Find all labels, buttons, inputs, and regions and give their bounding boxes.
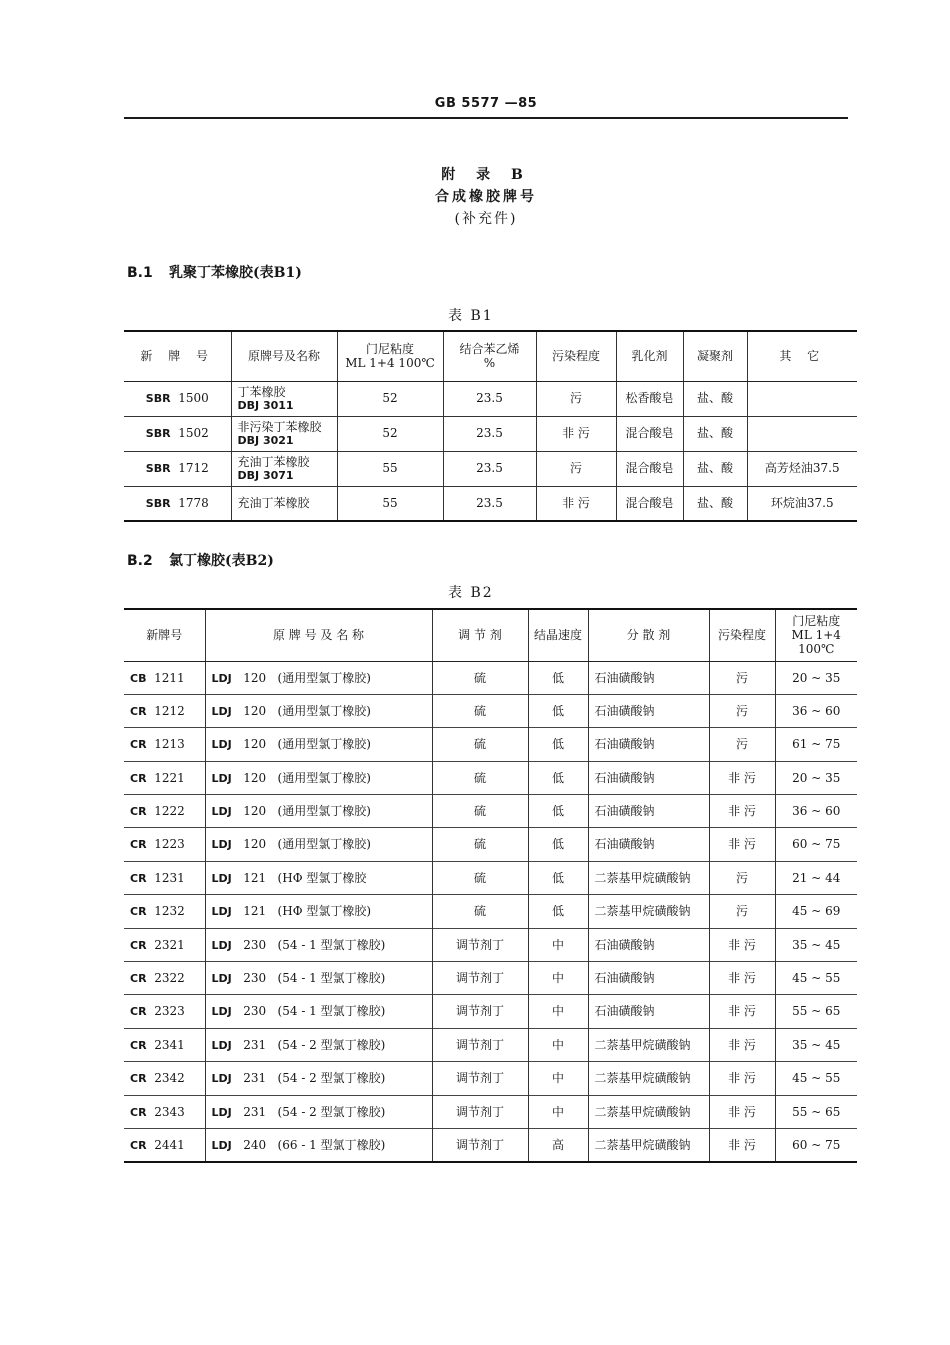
original-name: (54 - 1 型氯丁橡胶) <box>277 1004 386 1019</box>
table-row <box>124 861 857 894</box>
header-original-grade: 原牌号及名称 <box>231 331 337 381</box>
table-b1 <box>124 330 857 522</box>
new-grade-cell <box>124 1095 205 1128</box>
original-code: LDJ <box>211 704 232 718</box>
grade-number: 1213 <box>154 737 185 752</box>
grade-number: 1231 <box>154 870 185 885</box>
original-code: LDJ <box>211 905 232 919</box>
crystallization-cell: 中 <box>528 1028 588 1061</box>
pollution-cell: 污 <box>709 728 775 761</box>
original-number: 240 <box>243 1137 267 1152</box>
new-grade-cell <box>124 828 205 861</box>
grade-code: SBR <box>145 462 171 476</box>
original-name: (HΦ 型氯丁橡胶) <box>277 904 372 919</box>
grade-number: 1223 <box>154 837 185 852</box>
table-row <box>124 486 857 521</box>
dispersant-cell: 石油磺酸钠 <box>588 728 709 761</box>
original-number: 120 <box>243 737 267 752</box>
mooney-cell: 60 ~ 75 <box>775 1128 857 1161</box>
grade-code: CR <box>130 1138 147 1152</box>
grade-code: CR <box>130 938 147 952</box>
dispersant-cell: 二萘基甲烷磺酸钠 <box>588 861 709 894</box>
original-code: LDJ <box>211 738 232 752</box>
new-grade-cell <box>124 795 205 828</box>
mooney-cell: 36 ~ 60 <box>775 795 857 828</box>
mooney-cell: 36 ~ 60 <box>775 694 857 727</box>
header-dispersant: 分 散 剂 <box>588 609 709 661</box>
new-grade-cell <box>124 486 231 521</box>
coagulant-cell: 盐、酸 <box>683 486 747 521</box>
new-grade-cell <box>124 451 231 486</box>
mooney-cell: 55 ~ 65 <box>775 995 857 1028</box>
original-name: (通用型氯丁橡胶) <box>277 804 371 819</box>
original-grade-cell <box>205 928 432 961</box>
header-mooney-unit: ML 1+4 100℃ <box>345 356 435 371</box>
original-name: (通用型氯丁橡胶) <box>277 703 371 718</box>
document-header: GB 5577 —85 <box>434 96 538 111</box>
styrene-cell: 23.5 <box>443 381 536 416</box>
grade-number: 2341 <box>154 1037 185 1052</box>
new-grade-cell <box>124 1028 205 1061</box>
header-emulsifier: 乳化剂 <box>616 331 683 381</box>
original-grade-cell <box>205 1028 432 1061</box>
mooney-cell: 35 ~ 45 <box>775 928 857 961</box>
original-code: LDJ <box>211 805 232 819</box>
header-coagulant: 凝聚剂 <box>683 331 747 381</box>
grade-number: 1221 <box>154 770 185 785</box>
grade-code: CR <box>130 871 147 885</box>
grade-code: CR <box>130 738 147 752</box>
original-code: LDJ <box>211 1038 232 1052</box>
section-number: B.1 <box>127 265 153 281</box>
new-grade-cell <box>124 416 231 451</box>
other-cell: 环烷油37.5 <box>747 486 857 521</box>
mooney-cell: 60 ~ 75 <box>775 828 857 861</box>
mooney-cell: 55 ~ 65 <box>775 1095 857 1128</box>
regulator-cell: 硫 <box>432 728 528 761</box>
pollution-cell: 污 <box>536 451 616 486</box>
crystallization-cell: 低 <box>528 661 588 694</box>
original-code: DBJ 3071 <box>237 469 294 483</box>
coagulant-cell: 盐、酸 <box>683 451 747 486</box>
header-mooney-label: 门尼粘度 <box>365 341 414 356</box>
table-row <box>124 1128 857 1161</box>
crystallization-cell: 高 <box>528 1128 588 1161</box>
original-code: LDJ <box>211 972 232 986</box>
header-styrene-unit: % <box>483 356 496 371</box>
pollution-cell: 污 <box>709 661 775 694</box>
pollution-cell: 非 污 <box>709 761 775 794</box>
original-code: LDJ <box>211 671 232 685</box>
original-grade-cell <box>205 795 432 828</box>
header-regulator: 调 节 剂 <box>432 609 528 661</box>
table-row <box>124 1028 857 1061</box>
grade-number: 1778 <box>178 496 209 511</box>
grade-number: 1232 <box>154 904 185 919</box>
mooney-cell: 52 <box>337 381 443 416</box>
pollution-cell: 非 污 <box>709 995 775 1028</box>
grade-number: 1212 <box>154 703 185 718</box>
styrene-cell: 23.5 <box>443 486 536 521</box>
crystallization-cell: 中 <box>528 995 588 1028</box>
original-number: 230 <box>243 937 267 952</box>
original-name: 充油丁苯橡胶 <box>237 496 310 511</box>
table-row <box>124 1062 857 1095</box>
appendix-title: 附 录 B <box>441 167 531 183</box>
new-grade-cell <box>124 728 205 761</box>
table-row <box>124 694 857 727</box>
original-name: (54 - 2 型氯丁橡胶) <box>277 1037 386 1052</box>
original-grade-cell <box>205 1095 432 1128</box>
original-name: (通用型氯丁橡胶) <box>277 770 371 785</box>
pollution-cell: 非 污 <box>536 486 616 521</box>
new-grade-cell <box>124 962 205 995</box>
coagulant-cell: 盐、酸 <box>683 381 747 416</box>
mooney-cell: 55 <box>337 451 443 486</box>
grade-number: 2342 <box>154 1071 185 1086</box>
dispersant-cell: 石油磺酸钠 <box>588 995 709 1028</box>
pollution-cell: 污 <box>536 381 616 416</box>
original-code: LDJ <box>211 1138 232 1152</box>
crystallization-cell: 中 <box>528 1062 588 1095</box>
table-row <box>124 661 857 694</box>
table-row <box>124 895 857 928</box>
table-b2-caption: 表 B2 <box>448 585 494 601</box>
grade-code: CR <box>130 838 147 852</box>
new-grade-cell <box>124 895 205 928</box>
new-grade-cell <box>124 694 205 727</box>
crystallization-cell: 低 <box>528 761 588 794</box>
pollution-cell: 非 污 <box>709 962 775 995</box>
original-name: (54 - 1 型氯丁橡胶) <box>277 971 386 986</box>
regulator-cell: 调节剂丁 <box>432 1095 528 1128</box>
dispersant-cell: 石油磺酸钠 <box>588 694 709 727</box>
mooney-cell: 45 ~ 55 <box>775 962 857 995</box>
original-code: LDJ <box>211 938 232 952</box>
original-grade-cell <box>231 416 337 451</box>
regulator-cell: 调节剂丁 <box>432 1128 528 1161</box>
section-b1-heading <box>127 262 302 282</box>
grade-code: CR <box>130 972 147 986</box>
regulator-cell: 调节剂丁 <box>432 1028 528 1061</box>
new-grade-cell <box>124 1062 205 1095</box>
grade-code: CR <box>130 1072 147 1086</box>
dispersant-cell: 石油磺酸钠 <box>588 928 709 961</box>
table-b1-caption: 表 B1 <box>448 308 494 324</box>
emulsifier-cell: 混合酸皂 <box>616 451 683 486</box>
original-code: LDJ <box>211 1105 232 1119</box>
grade-number: 2441 <box>154 1137 185 1152</box>
table-row <box>124 928 857 961</box>
pollution-cell: 污 <box>709 694 775 727</box>
new-grade-cell <box>124 995 205 1028</box>
mooney-cell: 61 ~ 75 <box>775 728 857 761</box>
original-number: 121 <box>243 870 267 885</box>
header-styrene <box>443 331 536 381</box>
original-name: (66 - 1 型氯丁橡胶) <box>277 1137 386 1152</box>
table-row <box>124 381 857 416</box>
pollution-cell: 非 污 <box>709 1028 775 1061</box>
original-name: 丁苯橡胶 <box>237 384 286 399</box>
mooney-cell: 45 ~ 55 <box>775 1062 857 1095</box>
header-styrene-label: 结合苯乙烯 <box>459 341 520 356</box>
original-grade-cell <box>231 451 337 486</box>
original-number: 120 <box>243 670 267 685</box>
grade-number: 1502 <box>178 426 209 441</box>
grade-code: CR <box>130 805 147 819</box>
table-row <box>124 995 857 1028</box>
appendix-note: (补充件) <box>454 211 518 227</box>
header-rule <box>124 117 848 119</box>
table-row <box>124 451 857 486</box>
original-grade-cell <box>205 861 432 894</box>
original-grade-cell <box>205 995 432 1028</box>
grade-number: 2321 <box>154 937 185 952</box>
new-grade-cell <box>124 661 205 694</box>
original-number: 230 <box>243 971 267 986</box>
original-grade-cell <box>205 1062 432 1095</box>
crystallization-cell: 中 <box>528 962 588 995</box>
original-grade-cell <box>205 728 432 761</box>
coagulant-cell: 盐、酸 <box>683 416 747 451</box>
new-grade-cell <box>124 861 205 894</box>
header-original-grade: 原 牌 号 及 名 称 <box>205 609 432 661</box>
grade-code: SBR <box>145 392 171 406</box>
header-pollution: 污染程度 <box>709 609 775 661</box>
pollution-cell: 污 <box>709 895 775 928</box>
grade-number: 1222 <box>154 804 185 819</box>
original-grade-cell <box>231 486 337 521</box>
appendix-subtitle: 合成橡胶牌号 <box>435 189 537 205</box>
regulator-cell: 硫 <box>432 661 528 694</box>
grade-number: 1500 <box>178 391 209 406</box>
original-name: 非污染丁苯橡胶 <box>237 419 322 434</box>
grade-code: CR <box>130 1038 147 1052</box>
pollution-cell: 非 污 <box>709 1095 775 1128</box>
other-cell: 高芳烃油37.5 <box>747 451 857 486</box>
grade-number: 2322 <box>154 971 185 986</box>
regulator-cell: 调节剂丁 <box>432 1062 528 1095</box>
dispersant-cell: 二萘基甲烷磺酸钠 <box>588 1095 709 1128</box>
pollution-cell: 非 污 <box>709 1128 775 1161</box>
regulator-cell: 硫 <box>432 895 528 928</box>
table-b2 <box>124 608 857 1163</box>
grade-number: 1211 <box>154 670 185 685</box>
dispersant-cell: 石油磺酸钠 <box>588 795 709 828</box>
dispersant-cell: 石油磺酸钠 <box>588 661 709 694</box>
original-grade-cell <box>205 661 432 694</box>
section-title: 乳聚丁苯橡胶(表B1) <box>169 265 302 281</box>
dispersant-cell: 二萘基甲烷磺酸钠 <box>588 1028 709 1061</box>
section-number: B.2 <box>127 553 153 569</box>
original-name: (通用型氯丁橡胶) <box>277 737 371 752</box>
section-b2-heading <box>127 550 274 570</box>
table-row <box>124 962 857 995</box>
dispersant-cell: 石油磺酸钠 <box>588 962 709 995</box>
original-code: DBJ 3011 <box>237 399 294 413</box>
dispersant-cell: 二萘基甲烷磺酸钠 <box>588 895 709 928</box>
original-grade-cell <box>205 895 432 928</box>
mooney-cell: 52 <box>337 416 443 451</box>
dispersant-cell: 石油磺酸钠 <box>588 828 709 861</box>
original-name: (HΦ 型氯丁橡胶 <box>277 870 367 885</box>
header-new-grade: 新 牌 号 <box>124 331 231 381</box>
regulator-cell: 调节剂丁 <box>432 962 528 995</box>
mooney-cell: 20 ~ 35 <box>775 761 857 794</box>
mooney-cell: 20 ~ 35 <box>775 661 857 694</box>
emulsifier-cell: 松香酸皂 <box>616 381 683 416</box>
original-grade-cell <box>205 962 432 995</box>
new-grade-cell <box>124 381 231 416</box>
dispersant-cell: 二萘基甲烷磺酸钠 <box>588 1128 709 1161</box>
grade-number: 2323 <box>154 1004 185 1019</box>
crystallization-cell: 中 <box>528 928 588 961</box>
original-number: 230 <box>243 1004 267 1019</box>
original-number: 120 <box>243 770 267 785</box>
mooney-cell: 35 ~ 45 <box>775 1028 857 1061</box>
header-crystallization: 结晶速度 <box>528 609 588 661</box>
grade-number: 2343 <box>154 1104 185 1119</box>
mooney-cell: 45 ~ 69 <box>775 895 857 928</box>
original-grade-cell <box>205 1128 432 1161</box>
new-grade-cell <box>124 928 205 961</box>
grade-code: SBR <box>145 427 171 441</box>
header-mooney-label: 门尼粘度 <box>792 613 841 628</box>
original-code: LDJ <box>211 871 232 885</box>
emulsifier-cell: 混合酸皂 <box>616 486 683 521</box>
regulator-cell: 调节剂丁 <box>432 928 528 961</box>
crystallization-cell: 中 <box>528 1095 588 1128</box>
header-mooney <box>775 609 857 661</box>
mooney-cell: 55 <box>337 486 443 521</box>
grade-code: CR <box>130 1005 147 1019</box>
regulator-cell: 硫 <box>432 761 528 794</box>
header-mooney <box>337 331 443 381</box>
original-grade-cell <box>205 694 432 727</box>
crystallization-cell: 低 <box>528 895 588 928</box>
original-code: DBJ 3021 <box>237 434 294 448</box>
original-name: (54 - 2 型氯丁橡胶) <box>277 1071 386 1086</box>
styrene-cell: 23.5 <box>443 416 536 451</box>
crystallization-cell: 低 <box>528 828 588 861</box>
grade-code: CR <box>130 905 147 919</box>
table-row <box>124 1095 857 1128</box>
pollution-cell: 非 污 <box>709 928 775 961</box>
original-grade-cell <box>205 828 432 861</box>
original-number: 121 <box>243 904 267 919</box>
header-other: 其 它 <box>747 331 857 381</box>
original-name: (54 - 2 型氯丁橡胶) <box>277 1104 386 1119</box>
header-pollution: 污染程度 <box>536 331 616 381</box>
pollution-cell: 非 污 <box>709 828 775 861</box>
original-name: 充油丁苯橡胶 <box>237 454 310 469</box>
original-grade-cell <box>205 761 432 794</box>
original-number: 231 <box>243 1071 267 1086</box>
pollution-cell: 非 污 <box>536 416 616 451</box>
table-row <box>124 795 857 828</box>
section-title: 氯丁橡胶(表B2) <box>169 553 274 569</box>
regulator-cell: 硫 <box>432 694 528 727</box>
table-row <box>124 761 857 794</box>
table-header-row <box>124 609 857 661</box>
styrene-cell: 23.5 <box>443 451 536 486</box>
original-grade-cell <box>231 381 337 416</box>
dispersant-cell: 二萘基甲烷磺酸钠 <box>588 1062 709 1095</box>
other-cell <box>747 381 857 416</box>
original-number: 120 <box>243 837 267 852</box>
regulator-cell: 硫 <box>432 795 528 828</box>
table-row <box>124 416 857 451</box>
grade-code: CR <box>130 704 147 718</box>
crystallization-cell: 低 <box>528 728 588 761</box>
grade-code: CR <box>130 1105 147 1119</box>
table-header-row <box>124 331 857 381</box>
grade-number: 1712 <box>178 461 209 476</box>
new-grade-cell <box>124 1128 205 1161</box>
crystallization-cell: 低 <box>528 694 588 727</box>
original-name: (通用型氯丁橡胶) <box>277 837 371 852</box>
regulator-cell: 硫 <box>432 828 528 861</box>
crystallization-cell: 低 <box>528 861 588 894</box>
new-grade-cell <box>124 761 205 794</box>
original-name: (通用型氯丁橡胶) <box>277 670 371 685</box>
crystallization-cell: 低 <box>528 795 588 828</box>
regulator-cell: 硫 <box>432 861 528 894</box>
original-code: LDJ <box>211 771 232 785</box>
original-number: 231 <box>243 1037 267 1052</box>
original-number: 120 <box>243 804 267 819</box>
mooney-cell: 21 ~ 44 <box>775 861 857 894</box>
table-row <box>124 828 857 861</box>
grade-code: CR <box>130 771 147 785</box>
regulator-cell: 调节剂丁 <box>432 995 528 1028</box>
original-code: LDJ <box>211 1072 232 1086</box>
grade-code: SBR <box>145 497 171 511</box>
pollution-cell: 污 <box>709 861 775 894</box>
original-name: (54 - 1 型氯丁橡胶) <box>277 937 386 952</box>
header-mooney-unit: ML 1+4 100℃ <box>791 628 841 657</box>
original-number: 120 <box>243 703 267 718</box>
pollution-cell: 非 污 <box>709 795 775 828</box>
original-number: 231 <box>243 1104 267 1119</box>
grade-code: CB <box>130 671 147 685</box>
table-row <box>124 728 857 761</box>
dispersant-cell: 石油磺酸钠 <box>588 761 709 794</box>
emulsifier-cell: 混合酸皂 <box>616 416 683 451</box>
other-cell <box>747 416 857 451</box>
original-code: LDJ <box>211 838 232 852</box>
pollution-cell: 非 污 <box>709 1062 775 1095</box>
header-new-grade: 新牌号 <box>124 609 205 661</box>
original-code: LDJ <box>211 1005 232 1019</box>
